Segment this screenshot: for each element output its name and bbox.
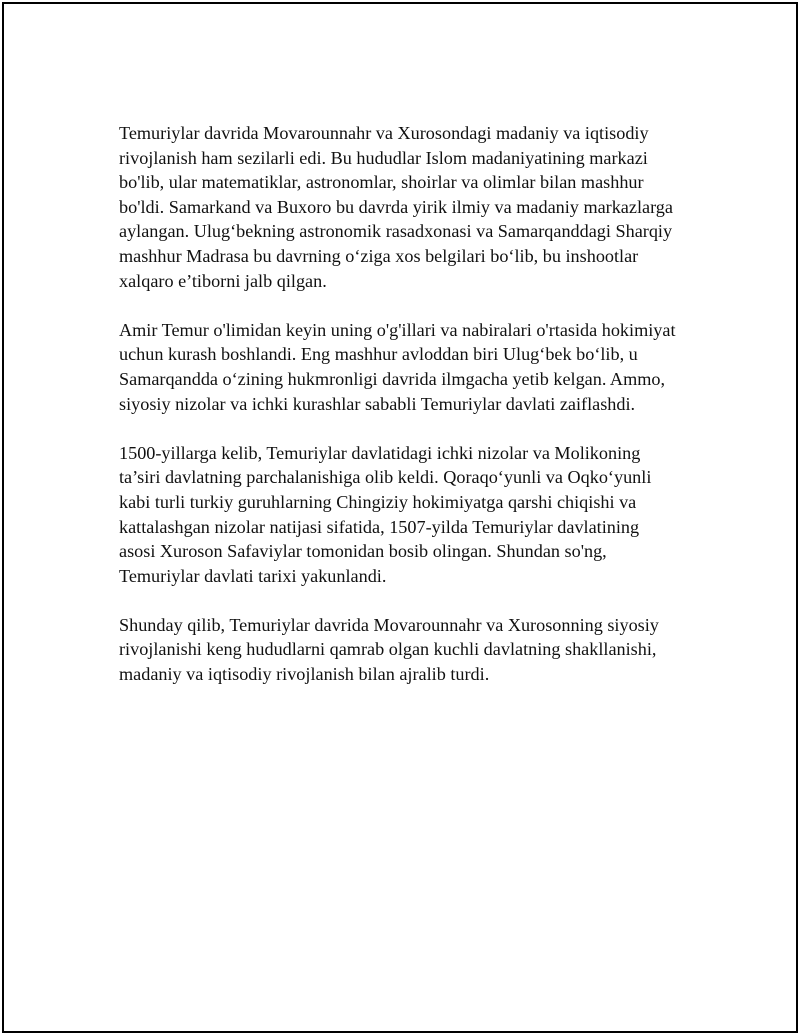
text-line: xalqaro e’tiborni jalb qilgan. <box>119 270 327 291</box>
text-line: Shunday qilib, Temuriylar davrida Movarounnahr va Xurosonning siyosiy <box>119 614 659 635</box>
text-line: kattalashgan nizolar natijasi sifatida, 1507-yilda Temuriylar davlatining <box>119 516 640 537</box>
text-line: madaniy va iqtisodiy rivojlanish bilan ajralib turdi. <box>119 664 490 685</box>
text-line: Temuriylar davrida Movarounnahr va Xurosondagi madaniy va iqtisodiy <box>119 123 649 143</box>
text-line: aylangan. Ulug‘bekning astronomik rasadxonasi va Samarqanddagi Sharqiy <box>119 221 673 242</box>
paragraph-2 <box>119 318 709 416</box>
paragraph-4 <box>119 613 709 687</box>
text-line: uchun kurash boshlandi. Eng mashhur avloddan biri Ulug‘bek bo‘lib, u <box>119 344 638 365</box>
paragraph-1 <box>119 121 709 293</box>
text-line: 1500-yillarga kelib, Temuriylar davlatidagi ichki nizolar va Molikoning <box>119 442 641 463</box>
paragraph-3 <box>119 441 709 589</box>
document-body <box>119 121 709 711</box>
document-page <box>2 2 798 1033</box>
text-line: asosi Xuroson Safaviylar tomonidan bosib olingan. Shundan so'ng, <box>119 541 607 562</box>
text-line: rivojlanishi keng hududlarni qamrab olgan kuchli davlatning shakllanishi, <box>119 639 657 660</box>
text-line: Temuriylar davlati tarixi yakunlandi. <box>119 565 387 586</box>
text-line: siyosiy nizolar va ichki kurashlar sababli Temuriylar davlati zaiflashdi. <box>119 393 636 414</box>
text-line: Samarqandda o‘zining hukmronligi davrida ilmgacha yetib kelgan. Ammo, <box>119 368 665 389</box>
text-line: bo'ldi. Samarkand va Buxoro bu davrda yirik ilmiy va madaniy markazlarga <box>119 196 673 217</box>
text-line: rivojlanish ham sezilarli edi. Bu hududlar Islom madaniyatining markazi <box>119 147 648 168</box>
text-line: mashhur Madrasa bu davrning o‘ziga xos belgilari bo‘lib, bu inshootlar <box>119 245 639 266</box>
text-line: bo'lib, ular matematiklar, astronomlar, shoirlar va olimlar bilan mashhur <box>119 172 644 193</box>
text-line: Amir Temur o'limidan keyin uning o'g'illari va nabiralari o'rtasida hokimiyat <box>119 319 676 340</box>
text-line: ta’siri davlatning parchalanishiga olib keldi. Qoraqo‘yunli va Oqko‘yunli <box>119 467 652 488</box>
text-line: kabi turli turkiy guruhlarning Chingiziy hokimiyatga qarshi chiqishi va <box>119 491 637 512</box>
